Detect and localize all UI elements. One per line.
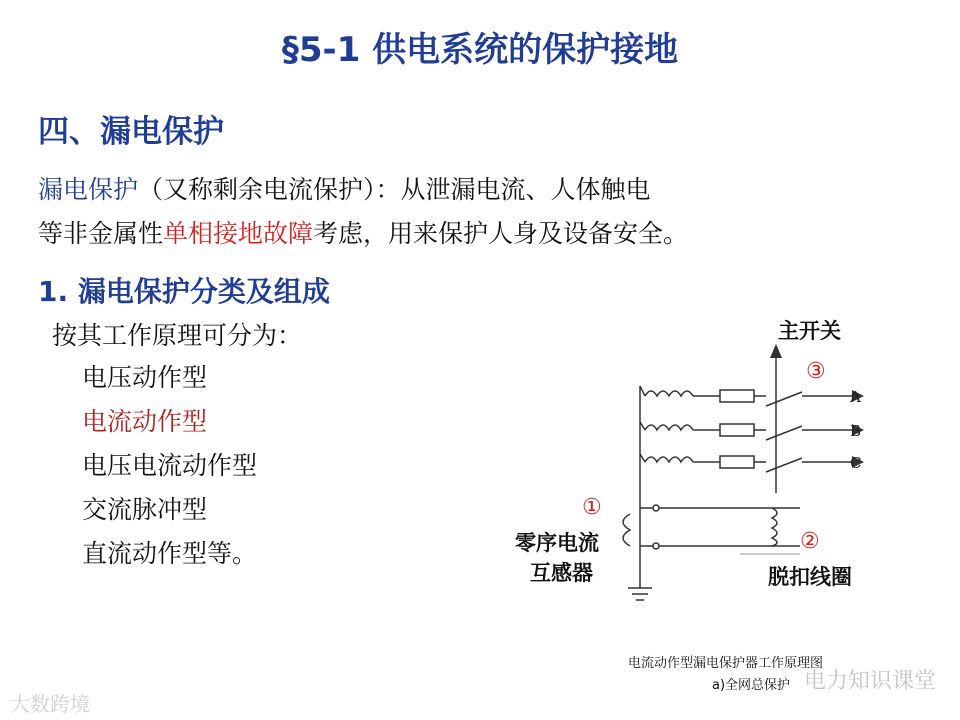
classification-intro: 按其工作原理可分为： (52, 321, 303, 350)
list-item: 交流脉冲型 (82, 495, 208, 524)
definition-line-1 (38, 170, 651, 206)
phase-label-c: C (850, 454, 862, 472)
transformer-coil-a (645, 391, 693, 396)
subheading: 1. 漏电保护分类及组成 (38, 275, 330, 308)
marker-3: ③ (806, 359, 826, 384)
marker-2: ② (800, 529, 820, 554)
protection-type-list (82, 358, 257, 578)
leakage-protector-diagram (500, 318, 940, 618)
diagram-caption: 电流动作型漏电保护器工作原理图 (628, 656, 824, 671)
definition-line-1-text: （又称剩余电流保护）：从泄漏电流、人体触电 (138, 175, 651, 204)
transformer-coil-c (645, 457, 693, 462)
watermark-bottom-left: 大数跨境 (10, 692, 90, 716)
switch-arrow-icon (770, 344, 782, 358)
definition-highlight: 单相接地故障 (163, 219, 314, 248)
definition-term: 漏电保护 (38, 175, 139, 204)
list-item: 电压电流动作型 (82, 451, 258, 480)
fuse-c (720, 456, 754, 468)
ct-label-line-1: 零序电流 (515, 530, 599, 555)
transformer-coil-b (645, 425, 693, 430)
phase-label-a: A (850, 388, 861, 406)
ct-label-line-2: 互感器 (530, 560, 593, 585)
section-heading: 四、漏电保护 (38, 114, 224, 150)
zero-sequence-ct-coil (623, 514, 630, 546)
list-item-highlighted: 电流动作型 (82, 407, 208, 436)
switch-blade-c (766, 458, 802, 472)
phase-label-b: B (850, 422, 862, 440)
switch-blade-a (766, 392, 802, 406)
switch-blade-b (766, 426, 802, 440)
trip-coil-label: 脱扣线圈 (768, 564, 852, 589)
fuse-b (720, 424, 754, 436)
definition-line-2 (38, 214, 688, 250)
definition-line-2-post: 考虑，用来保护人身及设备安全。 (313, 219, 689, 248)
main-switch-label: 主开关 (778, 318, 841, 343)
list-item: 电压动作型 (82, 363, 208, 392)
list-item: 直流动作型等。 (82, 539, 258, 568)
diagram-subcaption: a)全网总保护 (712, 678, 791, 693)
trip-coil (772, 508, 777, 546)
watermark-bottom-right: 电力知识课堂 (804, 669, 937, 694)
marker-1: ① (582, 495, 602, 520)
definition-line-2-pre: 等非金属性 (38, 219, 164, 248)
fuse-a (720, 390, 754, 402)
slide-title: §5-1 供电系统的保护接地 (281, 30, 679, 70)
